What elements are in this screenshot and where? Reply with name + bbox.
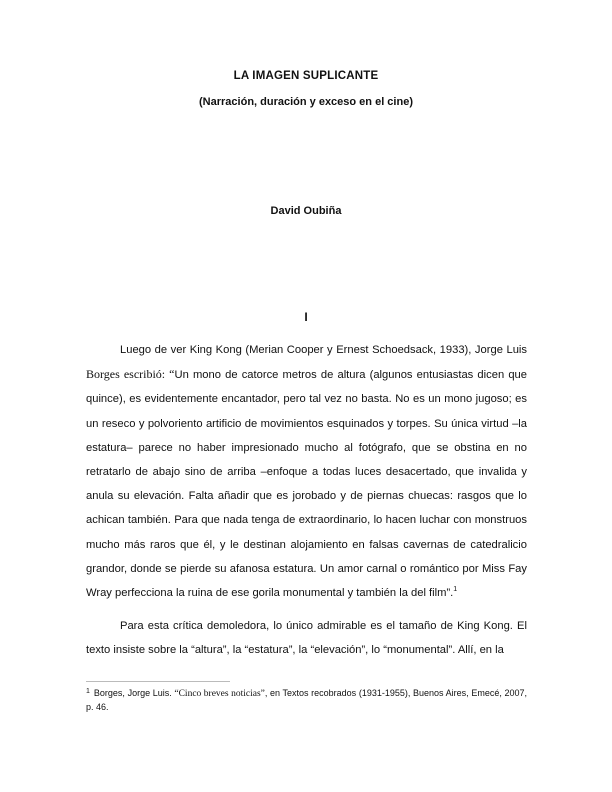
document-title: LA IMAGEN SUPLICANTE <box>233 70 379 82</box>
paragraph-1-text-b: Un mono de catorce metros de altura (algunos entusiastas dicen que quince), es evidentemente encantador, pero tal vez no basta. No es un mono jugoso; es un reseco y polvoriento artificio de movimientos esquinados y torpes. Su única virtud –la estatura– parece no haber impresionado mucho al fotógrafo, que se obstina en no retratarlo de abajo sino de arriba –enfoque a todas luces desacertado, que invalida y anula su elevación. Falta añadir que es jorobado y de piernas chuecas: rasgos que lo achican también. Para que nada tenga de extraordinario, lo hacen luchar con monstruos mucho más raros que él, y le destinan alojamiento en falsas cavernas de catedralicio grandor, donde se pierde su afanosa estatura. Un amor carnal o romántico por Miss Fay Wray perfecciona la ruina de ese gorila monumental y también la del film”. <box>86 369 527 600</box>
document-subtitle: (Narración, duración y exceso en el cine) <box>199 96 413 108</box>
author-name: David Oubiña <box>270 205 342 217</box>
paragraph-1-text-a: Luego de ver King Kong (Merian Cooper y Ernest Schoedsack, 1933), Jorge Luis <box>120 344 527 356</box>
footnote-text-a: Borges, Jorge Luis. <box>93 688 175 698</box>
footnote <box>86 685 527 714</box>
body-paragraph-1 <box>86 338 527 605</box>
paragraph-1-serif-text: Borges escribió: “ <box>86 367 175 382</box>
footnote-text-b: , en Textos recobrados (1931-1955), Buenos Aires, Emecé, 2007, p. 46. <box>86 688 527 712</box>
body-paragraph-2 <box>86 614 527 662</box>
paragraph-2-text: Para esta crítica demoledora, lo único admirable es el tamaño de King Kong. El texto insiste sobre la “altura”, la “estatura”, la “elevación”, lo “monumental”. Allí, en la <box>86 620 527 657</box>
section-heading: I <box>304 310 308 324</box>
footnote-reference[interactable]: 1 <box>453 586 458 594</box>
footnote-serif-text: “Cinco breves noticias” <box>174 689 265 699</box>
footnote-number: 1 <box>86 688 90 695</box>
footnote-separator <box>86 681 230 682</box>
